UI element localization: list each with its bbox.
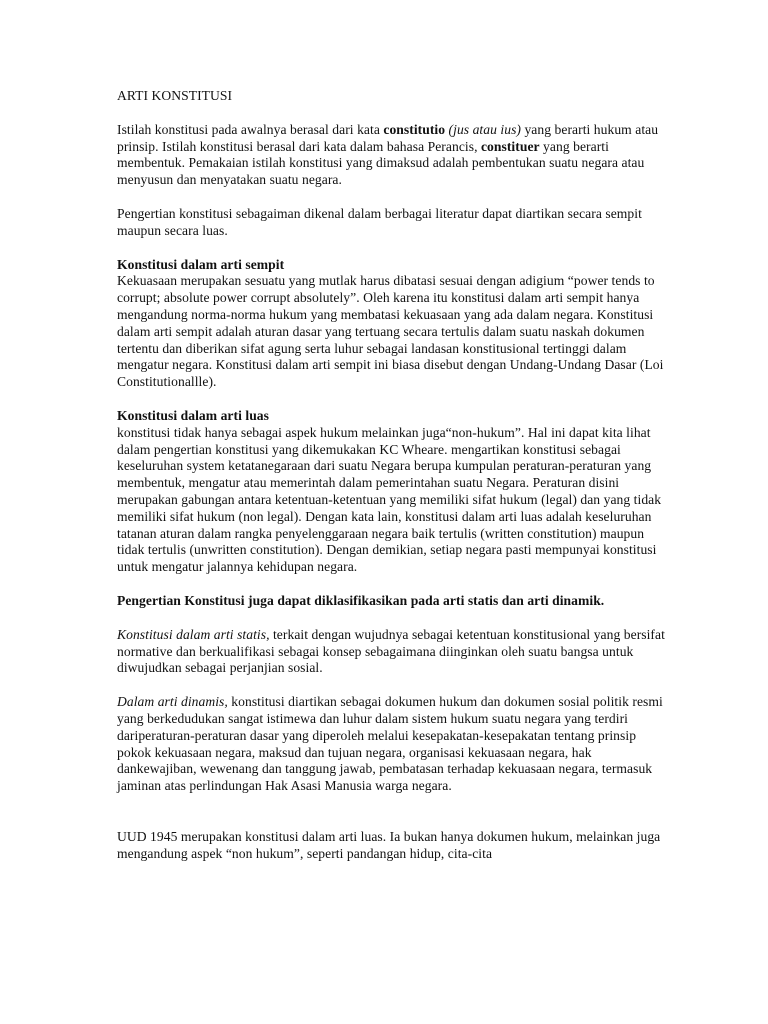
text-run: konstitusi diartikan sebagai dokumen hukum dan dokumen sosial politik resmi yang berkedudukan sangat istimewa dan luhur dalam sistem hukum suatu negara yang terdiri dariperaturan-peraturan dasar yang diperoleh melalui kesepakatan-kesepakatan tentang prinsip pokok kekuasaan negara, maksud dan tujuan negara, organisasi kekuasaan negara, hak dankewajiban, wewenang dan tanggung jawab, pembatasan terhadap kekuasaan negara, termasuk jaminan atas perlindungan Hak Asasi Manusia warga negara. [117,694,663,794]
spacer [117,812,668,829]
page-title: ARTI KONSTITUSI [117,88,233,103]
section-heading-sempit: Konstitusi dalam arti sempit [117,256,285,272]
text-run: terkait dengan wujudnya sebagai ketentuan konstitusional yang bersifat normative dan berkualifikasi sebagai konsep sebagaimana diinginkan oleh suatu bangsa untuk diwujudkan sebagai perjanjian sosial. [117,626,665,676]
section-body-sempit: Kekuasaan merupakan sesuatu yang mutlak harus dibatasi sesuai dengan adigium “power tends to corrupt; absolute power corrupt absolutely”. Oleh karena itu konstitusi dalam arti sempit hanya mengandung norma-norma hukum yang membatasi kekuasaan yang ada dalam negara. Konstitusi dalam arti sempit adalah aturan dasar yang tertuang secara tertulis dalam suatu naskah dokumen tertentu dan diberikan sifat agung serta luhur sebagai landasan konstitusional tertinggi dalam mengatur negara. Konstitusi dalam arti sempit ini biasa disebut dengan Undang-Undang Dasar (Loi Constitutionallle). [117,273,664,390]
paragraph-klasifikasi [117,593,668,610]
italic-lead-dinamis: Dalam arti dinamis, [117,694,228,710]
paragraph-arti-dinamis [117,694,668,795]
section-arti-sempit [117,257,668,391]
section-heading-luas: Konstitusi dalam arti luas [117,407,269,423]
text-run: Istilah konstitusi pada awalnya berasal dari kata [117,121,384,137]
paragraph-arti-statis [117,627,668,677]
bold-statement-klasifikasi: Pengertian Konstitusi juga dapat diklasifikasikan pada arti statis dan arti dinamik. [117,592,605,608]
paragraph-istilah [117,122,668,189]
term-jus-atau-ius: (jus atau ius) [448,121,521,137]
italic-lead-statis: Konstitusi dalam arti statis, [117,626,270,642]
term-constituer: constituer [480,138,540,154]
section-body-luas: konstitusi tidak hanya sebagai aspek hukum melainkan juga“non-hukum”. Hal ini dapat kita lihat dalam pengertian konstitusi yang dikemukakan KC Wheare. mengartikan konstitusi sebagai keseluruhan system ketatanegaraan dari suatu Negara berupa kumpulan peraturan-peraturan yang membentuk, mengatur atau memerintah dalam pemerintahan suatu Negara. Peraturan disini merupakan gabungan antara ketentuan-ketentuan yang memiliki sifat hukum (legal) dan yang tidak memiliki sifat hukum (non legal). Dengan kata lain, konstitusi dalam arti luas adalah keseluruhan tatanan aturan dalam rangka penyelenggaraan negara baik tertulis (written constitution) maupun tidak tertulis (unwritten constitution). Dengan demikian, setiap negara pasti mempunyai konstitusi untuk mengatur jalannya kehidupan negara. [117,424,662,575]
paragraph-pengertian: Pengertian konstitusi sebagaiman dikenal dalam berbagai literatur dapat diartikan secara sempit maupun secara luas. [117,205,642,238]
section-arti-luas [117,408,668,576]
text-run: yang berarti hukum atau prinsip. Istilah konstitusi berasal dari kata dalam bahasa Perancis, [117,121,659,154]
paragraph-uud-1945: UUD 1945 merupakan konstitusi dalam arti luas. Ia bukan hanya dokumen hukum, melainkan juga mengandung aspek “non hukum”, seperti pandangan hidup, cita-cita [117,828,661,861]
text-run: yang berarti membentuk. Pemakaian istilah konstitusi yang dimaksud adalah pembentukan suatu negara atau menyusun dan menyatakan suatu negara. [117,138,645,188]
term-constitutio: constitutio [383,121,446,137]
